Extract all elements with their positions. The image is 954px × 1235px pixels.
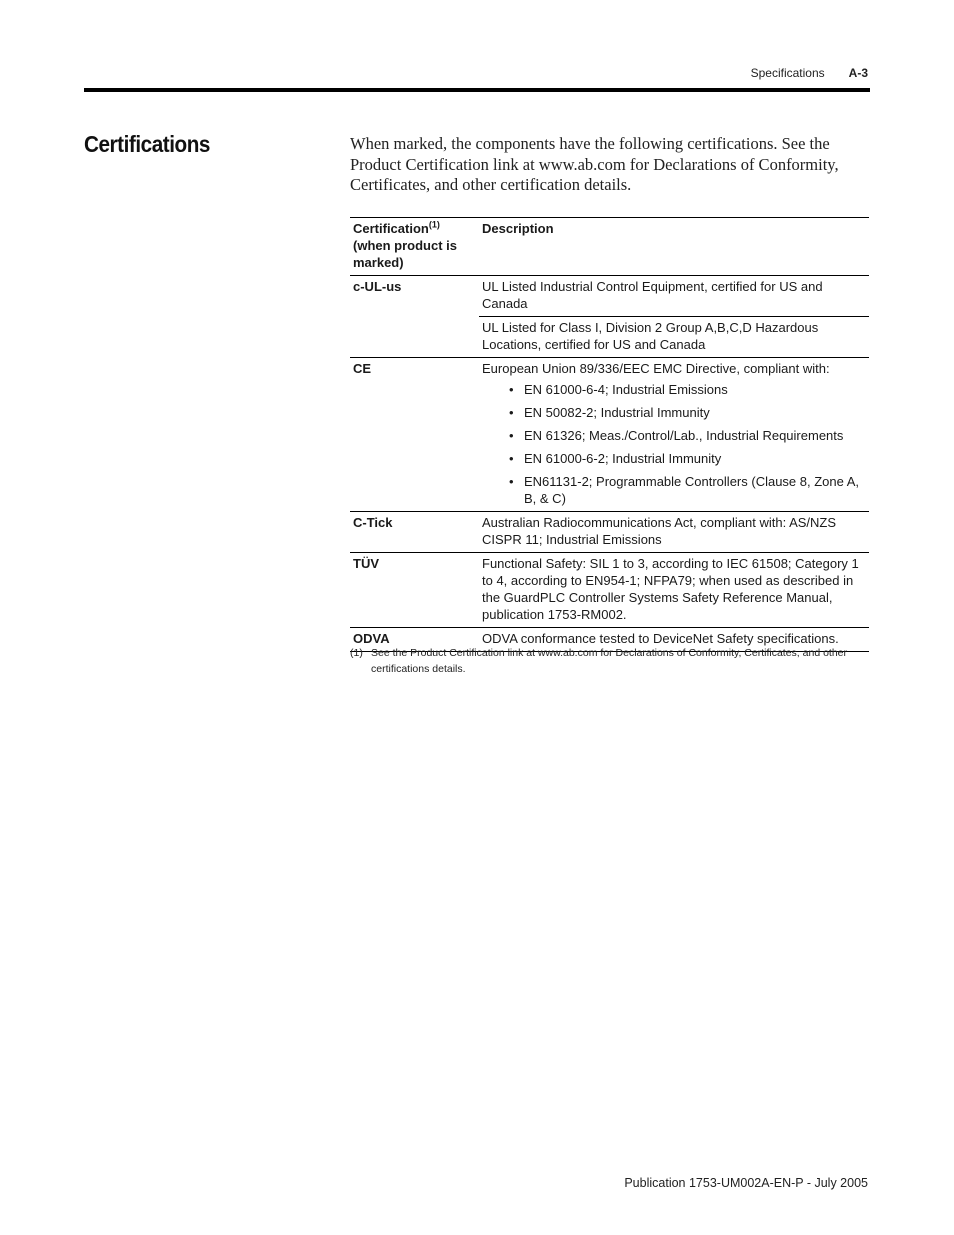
page-footer: Publication 1753-UM002A-EN-P - July 2005 (624, 1176, 868, 1190)
cert-desc-culus-1: UL Listed Industrial Control Equipment, certified for US and Canada (479, 276, 869, 317)
cert-name-odva: ODVA (350, 628, 479, 652)
cert-desc-ce (479, 358, 869, 512)
col-header-description: Description (479, 218, 869, 276)
section-title: Certifications (84, 131, 210, 157)
footnote-ref: (1) (428, 219, 440, 230)
intro-paragraph: When marked, the components have the following certifications. See the Product Certification link at www.ab.com for Declarations of Conformity, Certificates, and other certification details. (350, 134, 839, 194)
cert-name-ctick: C-Tick (350, 512, 479, 553)
certifications-table (350, 217, 869, 652)
table-row (350, 276, 869, 317)
running-header (751, 66, 868, 80)
list-item: • EN61131-2; Programmable Controllers (Clause 8, Zone A, B, & C) (482, 473, 865, 507)
table-row (350, 553, 869, 628)
header-page-number: A-3 (848, 66, 868, 80)
list-item: • EN 61000-6-4; Industrial Emissions (482, 381, 865, 398)
cert-desc-odva: ODVA conformance tested to DeviceNet Safety specifications. (479, 628, 869, 652)
list-item: • EN 61000-6-2; Industrial Immunity (482, 450, 865, 467)
col-header-certification (350, 218, 479, 276)
cert-name-tuv: TÜV (350, 553, 479, 628)
header-section: Specifications (750, 66, 825, 80)
ce-standards-list (482, 381, 865, 507)
footnote-number: (1) (350, 647, 363, 659)
header-rule (84, 88, 870, 92)
cert-desc-ce-text: European Union 89/336/EEC EMC Directive, compliant with: (482, 361, 830, 376)
table-footnote (350, 645, 870, 677)
cert-desc-culus-2: UL Listed for Class I, Division 2 Group A,B,C,D Hazardous Locations, certified for US and Canada (479, 317, 869, 358)
list-item: • EN 61326; Meas./Control/Lab., Industrial Requirements (482, 427, 865, 444)
cert-name-ce: CE (350, 358, 479, 512)
cert-desc-tuv: Functional Safety: SIL 1 to 3, according to IEC 61508; Category 1 to 4, according to EN954-1; NFPA79; when used as described in the GuardPLC Controller Systems Safety Reference Manual, publication 1753-RM002. (479, 553, 869, 628)
table-row (350, 512, 869, 553)
col-header-certification-main: Certification (353, 221, 429, 236)
cert-desc-ctick: Australian Radiocommunications Act, compliant with: AS/NZS CISPR 11; Industrial Emissions (479, 512, 869, 553)
col-header-certification-sub: (when product is marked) (353, 238, 457, 270)
table-header-row (350, 218, 869, 276)
footnote-text: See the Product Certification link at www.ab.com for Declarations of Conformity, Certificates, and other certifications details. (371, 647, 848, 675)
table-row (350, 358, 869, 512)
cert-name-culus: c-UL-us (350, 276, 479, 358)
list-item: • EN 50082-2; Industrial Immunity (482, 404, 865, 421)
